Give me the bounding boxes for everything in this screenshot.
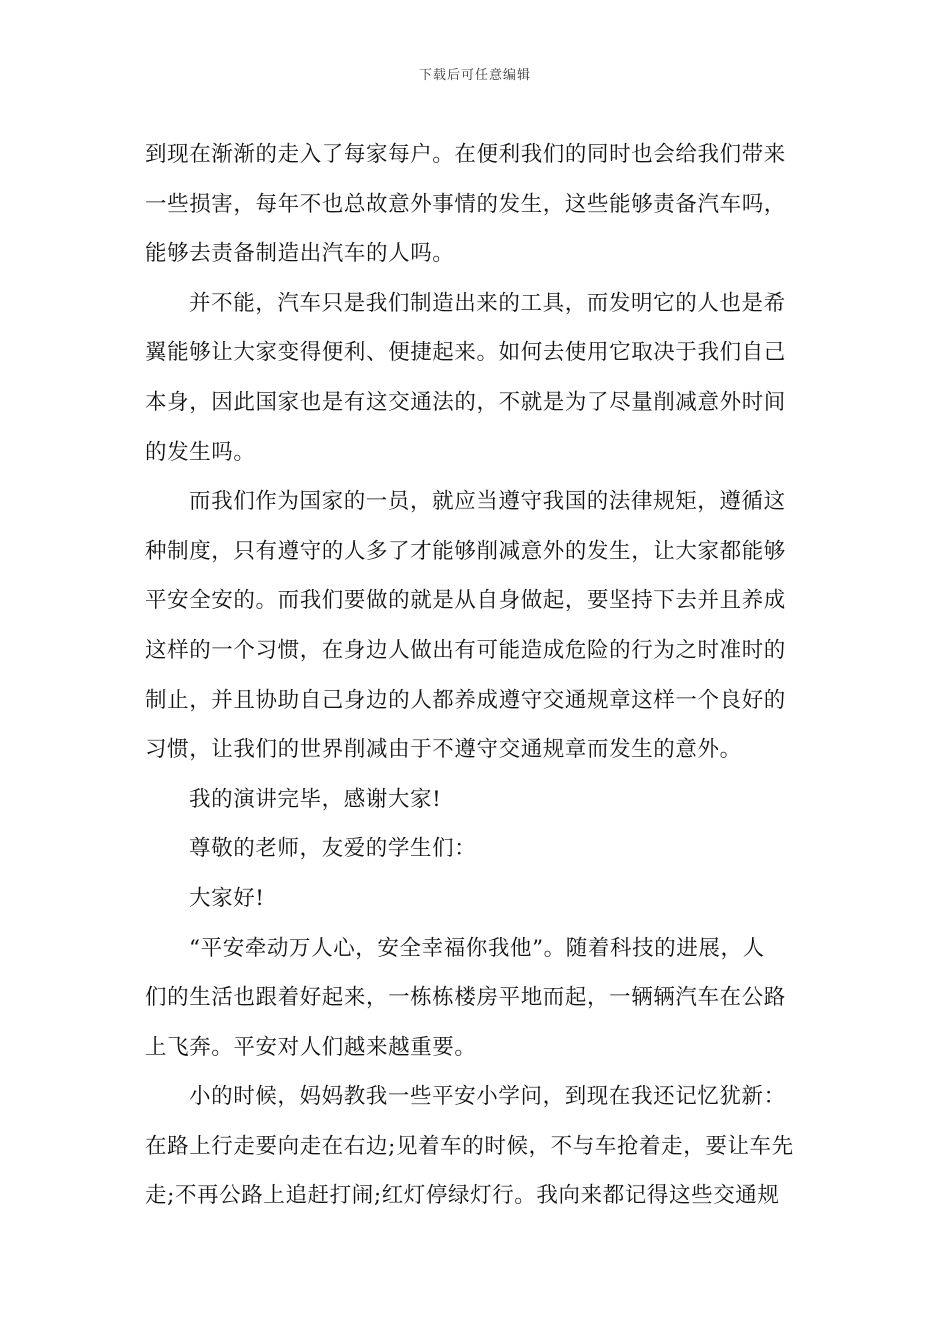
text-line: 制止，并且协助自己身边的人都养成遵守交通规章这样一个良好的	[145, 687, 786, 713]
text-line: 到现在渐渐的走入了每家每户。在便利我们的同时也会给我们带来	[145, 142, 786, 167]
text-line: 翼能够让大家变得便利、便捷起来。如何去使用它取决于我们自己	[145, 340, 786, 366]
text-line: “平安牵动万人心，安全幸福你我他”。随着科技的进展，人	[189, 935, 765, 961]
text-line: 我的演讲完毕，感谢大家!	[189, 786, 442, 812]
text-line: 习惯，让我们的世界削减由于不遵守交通规章而发生的意外。	[145, 737, 742, 763]
text-line: 的发生吗。	[145, 439, 256, 465]
text-line: 平安全安的。而我们要做的就是从自身做起，要坚持下去并且养成	[145, 588, 786, 614]
text-line: 能够去责备制造出汽车的人吗。	[145, 241, 455, 267]
text-line: 上飞奔。平安对人们越来越重要。	[145, 1034, 477, 1060]
text-line: 并不能，汽车只是我们制造出来的工具，而发明它的人也是希	[189, 290, 786, 316]
text-line: 大家好!	[189, 885, 265, 911]
text-line: 们的生活也跟着好起来，一栋栋楼房平地而起，一辆辆汽车在公路	[145, 985, 786, 1011]
text-line: 本身，因此国家也是有这交通法的，不就是为了尽量削减意外时间	[145, 389, 786, 415]
text-line: 一些损害，每年不也总故意外事情的发生，这些能够责备汽车吗，	[145, 191, 786, 217]
text-line: 尊敬的老师，友爱的学生们：	[189, 836, 477, 862]
text-line: 小的时候，妈妈教我一些平安小学问，到现在我还记忆犹新：	[189, 1084, 786, 1110]
text-line: 这样的一个习惯，在身边人做出有可能造成危险的行为之时准时的	[145, 637, 786, 663]
text-line: 走;不再公路上追赶打闹;红灯停绿灯行。我向来都记得这些交通规	[145, 1183, 780, 1209]
document-body	[145, 130, 807, 1221]
page-header: 下载后可任意编辑	[418, 68, 531, 83]
text-line: 而我们作为国家的一员，就应当遵守我国的法律规矩，遵循这	[189, 489, 786, 515]
text-line: 在路上行走要向走在右边;见着车的时候，不与车抢着走，要让车先	[145, 1133, 794, 1159]
text-line: 种制度，只有遵守的人多了才能够削减意外的发生，让大家都能够	[145, 538, 786, 564]
